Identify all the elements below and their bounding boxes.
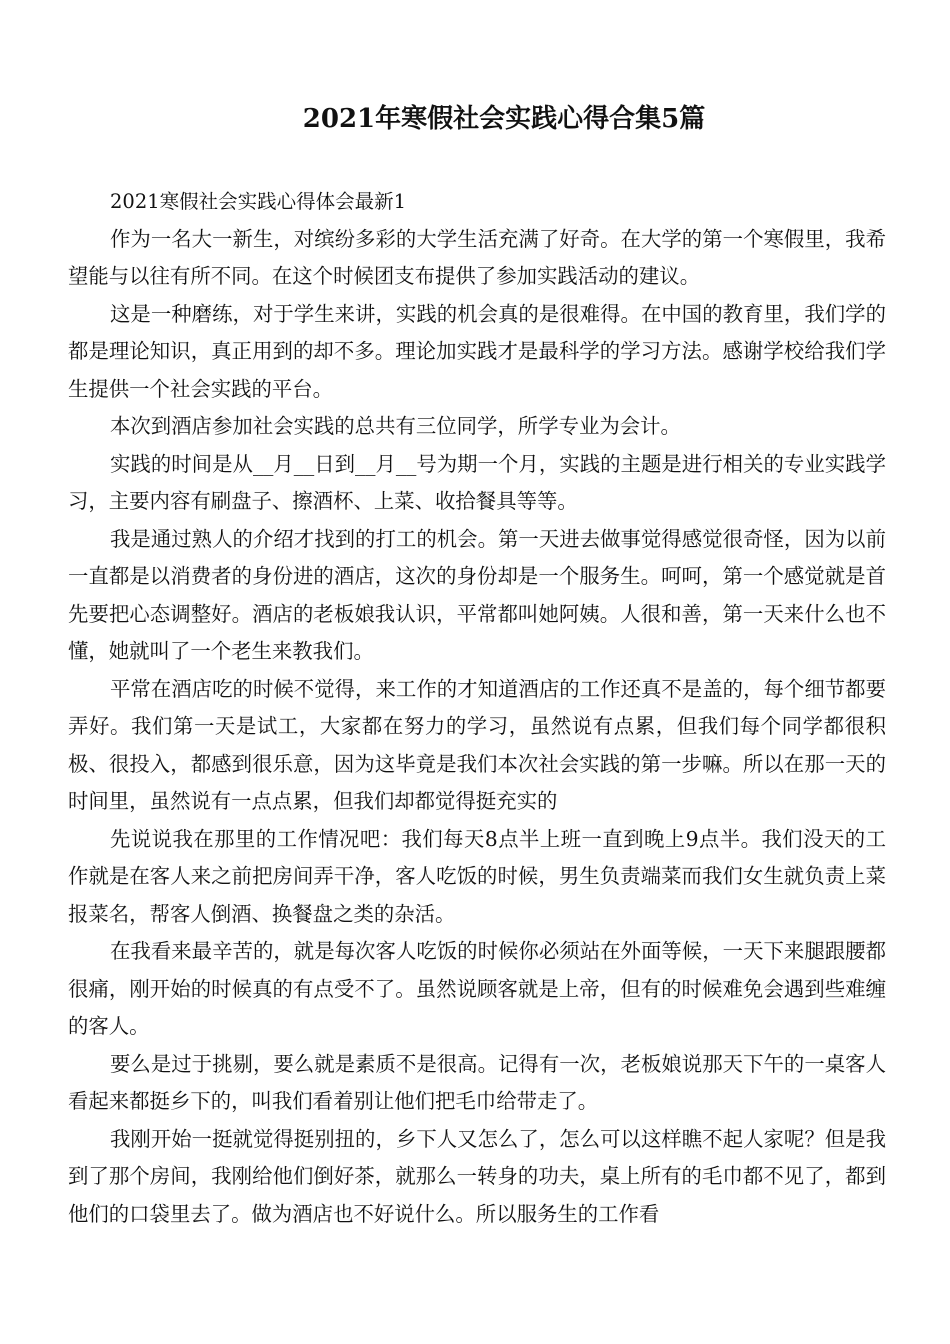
document-title: 2021年寒假社会实践心得合集5篇 xyxy=(302,104,706,134)
paragraph: 我是通过熟人的介绍才找到的打工的机会。第一天进去做事觉得感觉很奇怪，因为以前一直都是以消费者的身份进的酒店，这次的身份却是一个服务生。呵呵，第一个感觉就是首先要把心态调整好。酒店的老板娘我认识，平常都叫她阿姨。人很和善，第一天来什么也不懂，她就叫了一个老生来教我们。 xyxy=(68,526,886,663)
paragraph: 在我看来最辛苦的，就是每次客人吃饭的时候你必须站在外面等候，一天下来腿跟腰都很痛，刚开始的时候真的有点受不了。虽然说顾客就是上帝，但有的时候难免会遇到些难缠的客人。 xyxy=(68,939,886,1038)
section-heading: 2021寒假社会实践心得体会最新1 xyxy=(110,190,407,213)
paragraph: 平常在酒店吃的时候不觉得，来工作的才知道酒店的工作还真不是盖的，每个细节都要弄好。我们第一天是试工，大家都在努力的学习，虽然说有点累，但我们每个同学都很积极、很投入，都感到很乐意，因为这毕竟是我们本次社会实践的第一步嘛。所以在那一天的时间里，虽然说有一点点累，但我们却都觉得挺充实的 xyxy=(68,676,886,813)
paragraph: 我刚开始一挺就觉得挺别扭的，乡下人又怎么了，怎么可以这样瞧不起人家呢？但是我到了那个房间，我刚给他们倒好茶，就那么一转身的功夫，桌上所有的毛巾都不见了，都到他们的口袋里去了。做为酒店也不好说什么。所以服务生的工作看 xyxy=(68,1126,886,1226)
paragraph: 要么是过于挑剔，要么就是素质不是很高。记得有一次，老板娘说那天下午的一桌客人看起来都挺乡下的，叫我们看着别让他们把毛巾给带走了。 xyxy=(68,1051,886,1113)
paragraph: 作为一名大一新生，对缤纷多彩的大学生活充满了好奇。在大学的第一个寒假里，我希望能与以往有所不同。在这个时候团支布提供了参加实践活动的建议。 xyxy=(68,226,886,288)
paragraph: 这是一种磨练，对于学生来讲，实践的机会真的是很难得。在中国的教育里，我们学的都是理论知识，真正用到的却不多。理论加实践才是最科学的学习方法。感谢学校给我们学生提供一个社会实践的平台。 xyxy=(68,301,886,401)
paragraph: 实践的时间是从__月__日到__月__号为期一个月，实践的主题是进行相关的专业实践学习，主要内容有刷盘子、擦酒杯、上菜、收拾餐具等等。 xyxy=(68,451,886,513)
paragraph: 先说说我在那里的工作情况吧：我们每天8点半上班一直到晚上9点半。我们没天的工作就是在客人来之前把房间弄干净，客人吃饭的时候，男生负责端菜而我们女生就负责上菜报菜名，帮客人倒酒、换餐盘之类的杂活。 xyxy=(68,826,886,926)
paragraph: 本次到酒店参加社会实践的总共有三位同学，所学专业为会计。 xyxy=(110,414,681,438)
document-body xyxy=(68,183,886,1233)
